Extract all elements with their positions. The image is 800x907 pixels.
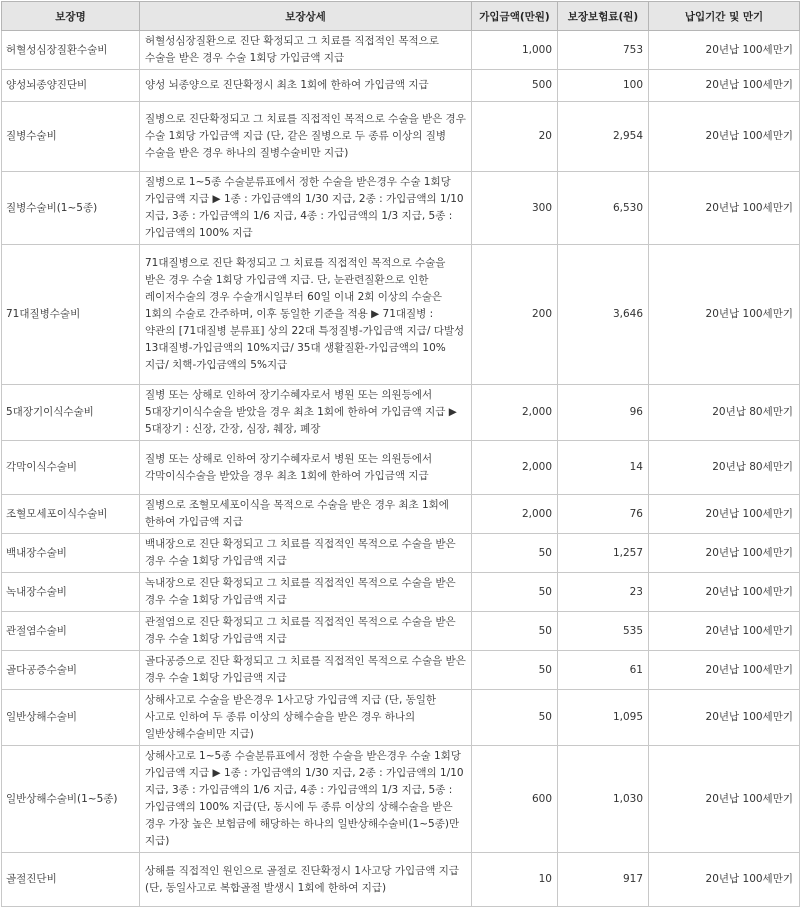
table-row: [2, 385, 800, 441]
coverage-amount: 2,000: [472, 495, 558, 534]
coverage-detail: 상해사고로 수술을 받은경우 1사고당 가입금액 지급 (단, 동일한 사고로 인하여 두 종류 이상의 상해수술을 받은 경우 하나의 일반상해수술비만 지급): [140, 690, 472, 746]
coverage-amount: 2,000: [472, 385, 558, 441]
coverage-term: 20년납 100세만기: [649, 746, 800, 853]
coverage-amount: 2,000: [472, 441, 558, 495]
coverage-premium: 1,095: [558, 690, 649, 746]
header-amount: 가입금액(만원): [472, 2, 558, 31]
coverage-detail: 백내장으로 진단 확정되고 그 치료를 직접적인 목적으로 수술을 받은 경우 수술 1회당 가입금액 지급: [140, 534, 472, 573]
coverage-amount: 20: [472, 102, 558, 172]
coverage-detail: 질병으로 조혈모세포이식을 목적으로 수술을 받은 경우 최초 1회에 한하여 가입금액 지급: [140, 495, 472, 534]
coverage-amount: 300: [472, 172, 558, 245]
coverage-premium: 61: [558, 651, 649, 690]
coverage-term: 20년납 100세만기: [649, 573, 800, 612]
coverage-name: 각막이식수술비: [2, 441, 140, 495]
coverage-detail: 양성 뇌종양으로 진단확정시 최초 1회에 한하여 가입금액 지급: [140, 70, 472, 102]
coverage-premium: 2,954: [558, 102, 649, 172]
coverage-term: 20년납 100세만기: [649, 534, 800, 573]
coverage-amount: 1,000: [472, 31, 558, 70]
coverage-name: 일반상해수술비(1~5종): [2, 746, 140, 853]
coverage-detail: 질병 또는 상해로 인하여 장기수혜자로서 병원 또는 의원등에서 각막이식수술을 받았을 경우 최초 1회에 한하여 가입금액 지급: [140, 441, 472, 495]
table-row: [2, 70, 800, 102]
coverage-premium: 76: [558, 495, 649, 534]
coverage-amount: 50: [472, 651, 558, 690]
coverage-table: [1, 1, 800, 907]
coverage-detail: 허혈성심장질환으로 진단 확정되고 그 치료를 직접적인 목적으로 수술을 받은 경우 수술 1회당 가입금액 지급: [140, 31, 472, 70]
coverage-detail: 골다공증으로 진단 확정되고 그 치료를 직접적인 목적으로 수술을 받은 경우 수술 1회당 가입금액 지급: [140, 651, 472, 690]
coverage-premium: 96: [558, 385, 649, 441]
header-term: 납입기간 및 만기: [649, 2, 800, 31]
table-row: [2, 746, 800, 853]
table-row: [2, 612, 800, 651]
header-coverage-name: 보장명: [2, 2, 140, 31]
coverage-term: 20년납 100세만기: [649, 70, 800, 102]
coverage-amount: 600: [472, 746, 558, 853]
coverage-premium: 535: [558, 612, 649, 651]
coverage-term: 20년납 100세만기: [649, 102, 800, 172]
table-row: [2, 495, 800, 534]
coverage-name: 일반상해수술비: [2, 690, 140, 746]
coverage-term: 20년납 80세만기: [649, 441, 800, 495]
table-row: [2, 573, 800, 612]
coverage-name: 71대질병수술비: [2, 245, 140, 385]
coverage-premium: 3,646: [558, 245, 649, 385]
coverage-name: 허혈성심장질환수술비: [2, 31, 140, 70]
coverage-name: 백내장수술비: [2, 534, 140, 573]
table-row: [2, 172, 800, 245]
table-row: [2, 534, 800, 573]
coverage-premium: 23: [558, 573, 649, 612]
coverage-name: 5대장기이식수술비: [2, 385, 140, 441]
coverage-premium: 753: [558, 31, 649, 70]
coverage-detail: 상해를 직접적인 원인으로 골절로 진단확정시 1사고당 가입금액 지급 (단, 동일사고로 복합골절 발생시 1회에 한하여 지급): [140, 853, 472, 907]
coverage-name: 골다공증수술비: [2, 651, 140, 690]
coverage-term: 20년납 80세만기: [649, 385, 800, 441]
coverage-detail: 질병으로 진단확정되고 그 치료를 직접적인 목적으로 수술을 받은 경우 수술 1회당 가입금액 지급 (단, 같은 질병으로 두 종류 이상의 질병 수술을 받은 경우 하나의 질병수술비만 지급): [140, 102, 472, 172]
coverage-amount: 50: [472, 573, 558, 612]
coverage-term: 20년납 100세만기: [649, 495, 800, 534]
coverage-term: 20년납 100세만기: [649, 245, 800, 385]
table-row: [2, 31, 800, 70]
coverage-term: 20년납 100세만기: [649, 690, 800, 746]
coverage-detail: 질병 또는 상해로 인하여 장기수혜자로서 병원 또는 의원등에서 5대장기이식수술을 받았을 경우 최초 1회에 한하여 가입금액 지급 ▶ 5대장기 : 신장, 간장, 심장, 췌장, 폐장: [140, 385, 472, 441]
coverage-term: 20년납 100세만기: [649, 853, 800, 907]
header-premium: 보장보험료(원): [558, 2, 649, 31]
coverage-detail: 상해사고로 1~5종 수술분류표에서 정한 수술을 받은경우 수술 1회당 가입금액 지급 ▶ 1종 : 가입금액의 1/30 지급, 2종 : 가입금액의 1/10 지급, 3종 : 가입금액의 1/6 지급, 4종 : 가입금액의 1/3 지급, 5종 : 가입금액의 100% 지급(단, 동시에 두 종류 이상의 상해수술을 받은 경우 가장 높은 보험금에 해당하는 하나의 일반상해수술비(1~5종)만 지급): [140, 746, 472, 853]
coverage-premium: 14: [558, 441, 649, 495]
coverage-detail: 질병으로 1~5종 수술분류표에서 정한 수술을 받은경우 수술 1회당 가입금액 지급 ▶ 1종 : 가입금액의 1/30 지급, 2종 : 가입금액의 1/10 지급, 3종 : 가입금액의 1/6 지급, 4종 : 가입금액의 1/3 지급, 5종 : 가입금액의 100% 지급: [140, 172, 472, 245]
coverage-name: 질병수술비(1~5종): [2, 172, 140, 245]
table-row: [2, 245, 800, 385]
coverage-name: 질병수술비: [2, 102, 140, 172]
coverage-premium: 6,530: [558, 172, 649, 245]
coverage-name: 녹내장수술비: [2, 573, 140, 612]
coverage-amount: 50: [472, 612, 558, 651]
coverage-detail: 녹내장으로 진단 확정되고 그 치료를 직접적인 목적으로 수술을 받은 경우 수술 1회당 가입금액 지급: [140, 573, 472, 612]
coverage-amount: 50: [472, 534, 558, 573]
table-row: [2, 102, 800, 172]
coverage-amount: 50: [472, 690, 558, 746]
coverage-term: 20년납 100세만기: [649, 612, 800, 651]
coverage-term: 20년납 100세만기: [649, 31, 800, 70]
coverage-name: 양성뇌종양진단비: [2, 70, 140, 102]
coverage-amount: 10: [472, 853, 558, 907]
table-row: [2, 651, 800, 690]
table-row: [2, 441, 800, 495]
table-header-row: [2, 2, 800, 31]
coverage-name: 골절진단비: [2, 853, 140, 907]
table-row: [2, 690, 800, 746]
header-coverage-detail: 보장상세: [140, 2, 472, 31]
coverage-name: 관절염수술비: [2, 612, 140, 651]
coverage-premium: 1,030: [558, 746, 649, 853]
coverage-premium: 917: [558, 853, 649, 907]
coverage-detail: 관절염으로 진단 확정되고 그 치료를 직접적인 목적으로 수술을 받은 경우 수술 1회당 가입금액 지급: [140, 612, 472, 651]
coverage-amount: 500: [472, 70, 558, 102]
coverage-detail: 71대질병으로 진단 확정되고 그 치료를 직접적인 목적으로 수술을 받은 경우 수술 1회당 가입금액 지급. 단, 눈관련질환으로 인한 레이저수술의 경우 수술개시일부터 60일 이내 2회 이상의 수술은 1회의 수술로 간주하며, 이후 동일한 기준을 적용 ▶ 71대질병 : 약관의 [71대질병 분류표] 상의 22대 특정질병-가입금액 지급/ 다발성 13대질병-가입금액의 10%지급/ 35대 생활질환-가입금액의 10%지급/ 치핵-가입금액의 5%지급: [140, 245, 472, 385]
coverage-amount: 200: [472, 245, 558, 385]
coverage-name: 조혈모세포이식수술비: [2, 495, 140, 534]
coverage-term: 20년납 100세만기: [649, 172, 800, 245]
coverage-premium: 1,257: [558, 534, 649, 573]
coverage-term: 20년납 100세만기: [649, 651, 800, 690]
coverage-premium: 100: [558, 70, 649, 102]
